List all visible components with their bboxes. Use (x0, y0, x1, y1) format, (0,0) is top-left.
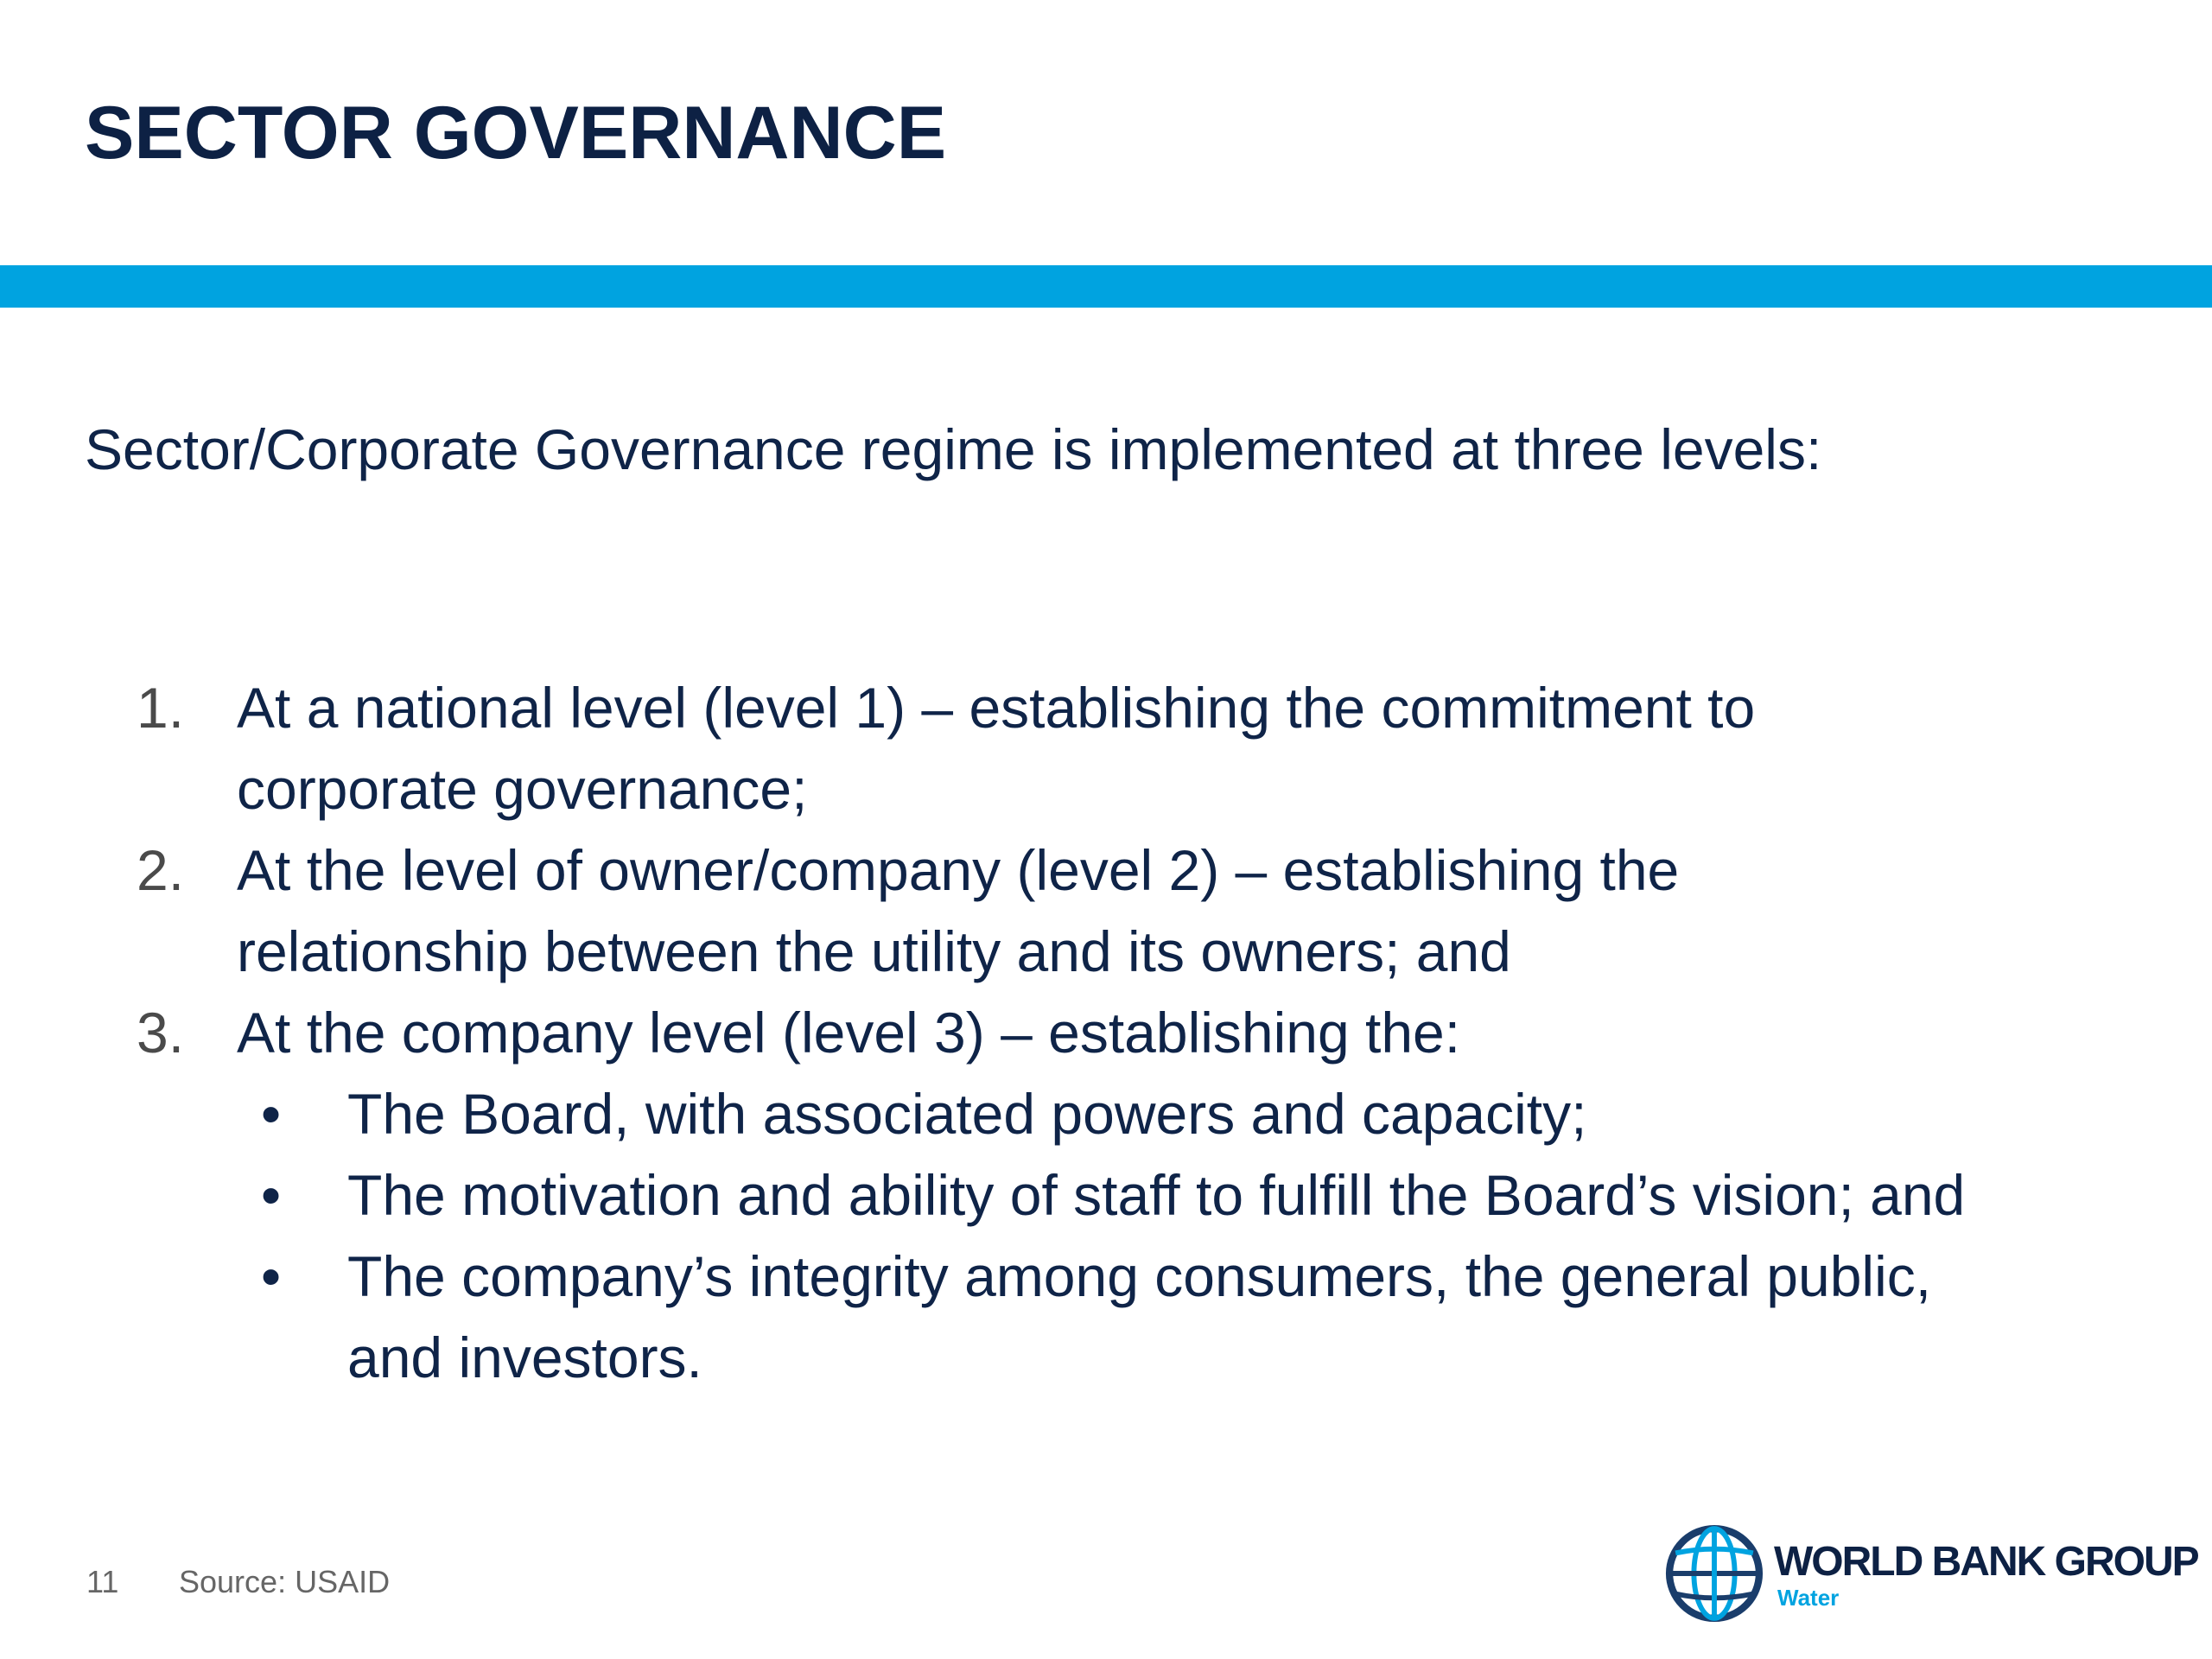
bullet-icon: • (261, 1244, 282, 1308)
list-item-line: At a national level (level 1) – establishing the commitment to (237, 676, 1756, 740)
list-item-level-3 (0, 992, 2212, 1073)
logo-name: WORLD BANK GROUP (1774, 1539, 2198, 1585)
list-item-line: At the level of owner/company (level 2) – establishing the (237, 838, 1680, 902)
bullet-icon: • (261, 1163, 282, 1227)
list-item-level-1 (0, 667, 2212, 830)
list-item-line: corporate governance; (237, 757, 808, 821)
sub-bullet-board (0, 1073, 2212, 1154)
globe-icon (1663, 1522, 1765, 1624)
world-bank-group-logo (1663, 1522, 2198, 1626)
list-number: 1. (137, 676, 185, 740)
sub-bullet-line: The motivation and ability of staff to fulfill the Board’s vision; and (347, 1163, 1966, 1227)
logo-subtitle: Water (1777, 1585, 1840, 1611)
list-item-line: relationship between the utility and its owners; and (237, 919, 1511, 983)
page-number: 11 (86, 1564, 119, 1599)
sub-bullet-line: The company’s integrity among consumers, the general public, (347, 1244, 1932, 1308)
source-note: Source: USAID (179, 1564, 391, 1599)
list-item-line: At the company level (level 3) – establishing the: (237, 1001, 1461, 1065)
sub-bullet-integrity (0, 1236, 2212, 1398)
bullet-icon: • (261, 1082, 282, 1146)
slide-title: SECTOR GOVERNANCE (85, 92, 947, 175)
list-number: 3. (137, 1001, 185, 1065)
list-item-level-2 (0, 830, 2212, 992)
levels-list (0, 667, 2212, 1398)
sub-bullet-line: The Board, with associated powers and capacity; (347, 1082, 1587, 1146)
list-number: 2. (137, 838, 185, 902)
sub-bullet-staff (0, 1154, 2212, 1236)
sub-bullet-line: and investors. (347, 1325, 702, 1389)
intro-text: Sector/Corporate Governance regime is implemented at three levels: (85, 417, 1822, 481)
title-divider-bar (0, 265, 2212, 308)
